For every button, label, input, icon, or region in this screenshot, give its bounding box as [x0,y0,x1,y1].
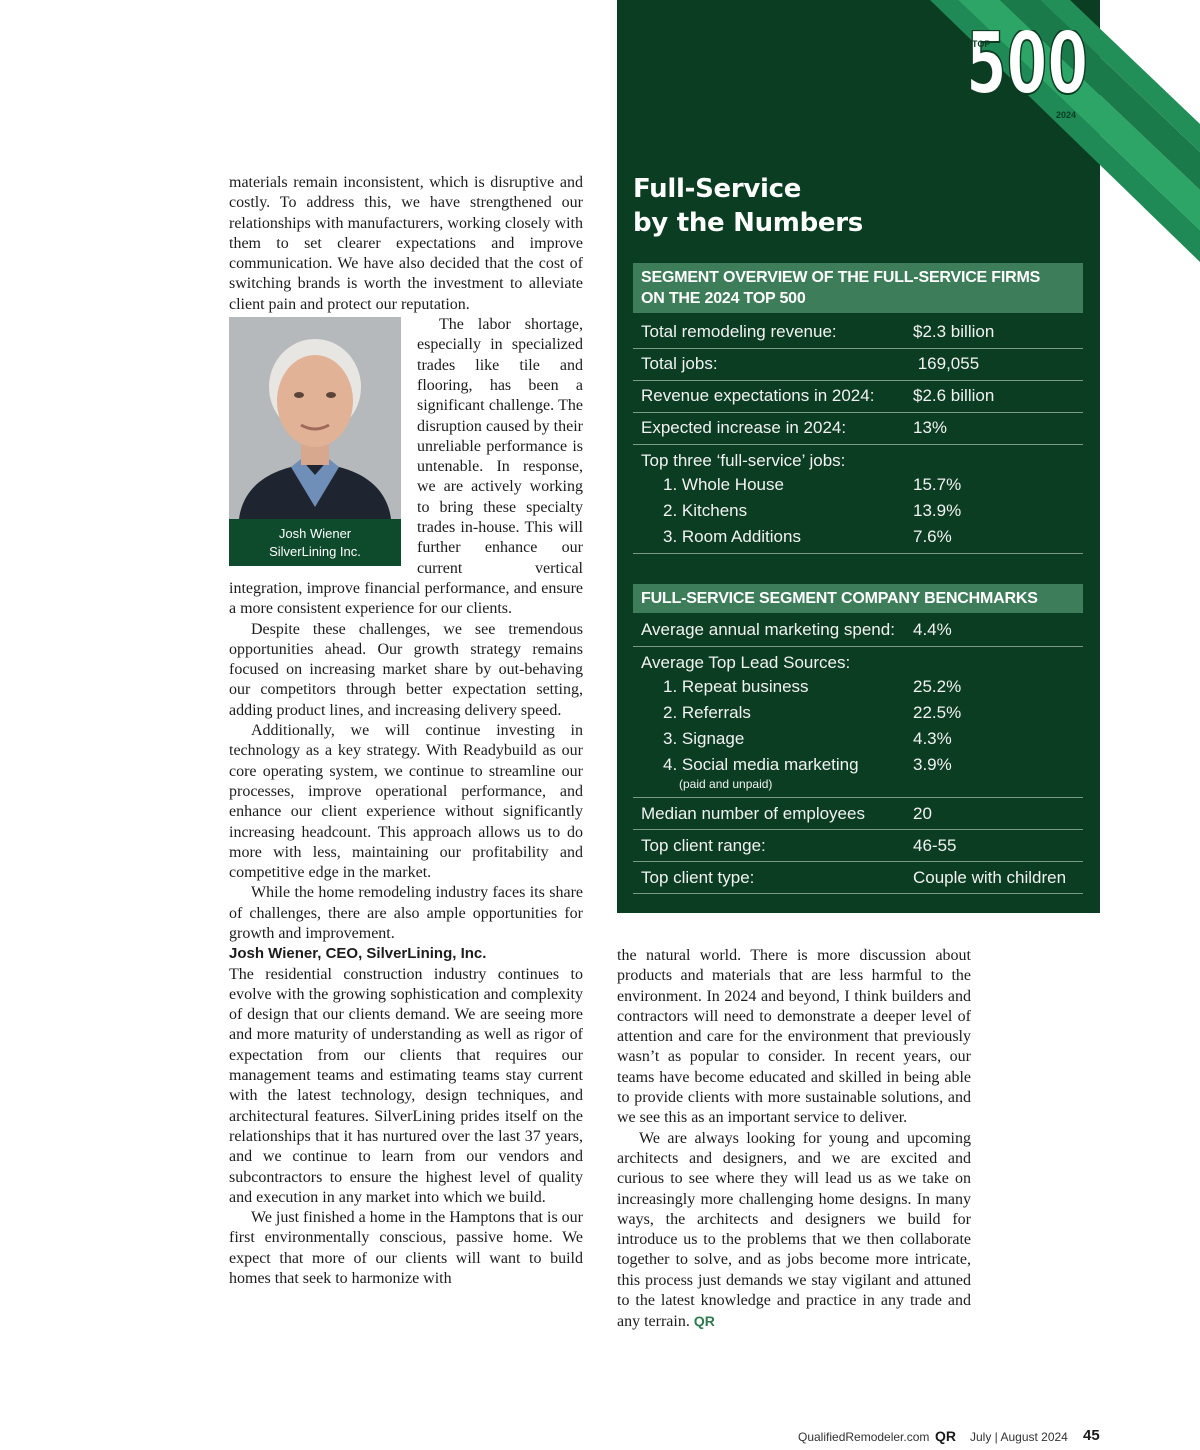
article-paragraph: Additionally, we will continue investing in technology as a key strategy. With Readybuild as our core operating system, we continue to streamline our processes, improve operational performance, and enhance our client experience without significantly increasing headcount. This approach allows us to do more with less, maintaining our profitability and competitive edge in the market. [229,722,583,882]
row-value: $2.3 billion [913,322,995,341]
table-row [633,381,1083,413]
table-row [633,798,1083,830]
section-heading-line2: ON THE 2024 TOP 500 [641,290,806,307]
table-row [633,523,1083,554]
table-row [633,725,1083,751]
table-row [633,471,1083,497]
footer-brand: QR [935,1428,956,1444]
table-row [633,862,1083,894]
row-label: 3. Signage [663,729,745,748]
article-paragraph: We just finished a home in the Hamptons that is our first environmentally conscious, passive home. We expect that more of our clients will want to build homes that seek to harmonize with [229,1209,583,1288]
benchmarks-table [633,615,1083,894]
top-500-logo [952,30,1102,130]
right-column [617,946,971,1333]
table-row [633,751,1083,798]
row-label: Average annual marketing spend: [641,620,895,639]
table-row [633,349,1083,381]
logo-number: 500 [966,30,1088,114]
portrait-figure [229,317,401,566]
row-label: Top client range: [641,836,766,855]
row-value: 15.7% [913,475,962,494]
table-row [633,647,1083,673]
table-row [633,317,1083,349]
article-paragraph: While the home remodeling industry faces its share of challenges, there are also ample opportunities for growth and improvement. [229,884,583,942]
row-label: Revenue expectations in 2024: [641,386,875,405]
row-label: 4. Social media marketing [663,755,859,774]
table-row [633,497,1083,523]
row-label: Top client type: [641,868,755,887]
article-paragraph: Despite these challenges, we see tremendous opportunities ahead. Our growth strategy remains focused on increasing market share by out-behaving our competitors through better expectation setting, adding product lines, and increasing delivery speed. [229,620,583,719]
table-row [633,673,1083,699]
row-value: 7.6% [913,527,952,546]
row-value: 4.3% [913,729,952,748]
table-row [633,830,1083,862]
page-number: 45 [1083,1427,1100,1444]
table-row [633,445,1083,471]
row-value: 46-55 [913,836,957,855]
article-paragraph: the natural world. There is more discussion about products and materials that are less harmful to the environment. In 2024 and beyond, I think builders and contractors will need to demonstrate a deeper level of attention and care for the environment that previously wasn’t as popular to consider. In recent years, our teams have become educated and skilled in being able to provide clients with more sustainable solutions, and we see this as an important service to deliver. [617,947,971,1127]
row-note: (paid and unpaid) [679,777,773,791]
row-value: 169,055 [913,354,980,373]
row-value: 22.5% [913,703,962,722]
row-value: 13.9% [913,501,962,520]
row-label: Top three ‘full-service’ jobs: [641,451,846,470]
panel-title-line2: by the Numbers [633,208,863,238]
bio-heading: Josh Wiener, CEO, SilverLining, Inc. [229,945,487,963]
row-label: 1. Repeat business [663,677,809,696]
overview-table [633,317,1083,554]
footer-issue: July | August 2024 [970,1430,1068,1444]
caption-name: Josh Wiener [278,526,352,542]
row-value: 13% [913,418,948,437]
panel-title [633,172,1053,240]
left-column [229,173,583,1289]
table-row [633,615,1083,647]
row-label: Average Top Lead Sources: [641,653,851,672]
section-benchmarks-heading [633,584,1083,613]
section-heading-line1: SEGMENT OVERVIEW OF THE FULL-SERVICE FIRMS [641,269,1041,286]
table-row [633,413,1083,445]
row-label: 2. Referrals [663,703,751,722]
logo-top-label: TOP [972,39,991,49]
caption-company: SilverLining Inc. [269,544,361,560]
row-label: 1. Whole House [663,475,784,494]
article-paragraph: The residential construction industry continues to evolve with the growing sophistication and complexity of design that our clients demand. We are seeing more and more maturity of understanding as well as rigor of expectation from our clients that requires our management teams and estimating teams stay current with the latest technology, design techniques, and architectural features. SilverLining prides itself on the relationships that it has nurtured over the last 37 years, and we continue to learn from our vendors and subcontractors to ensure the highest level of quality and execution in any market into which we build. [229,965,583,1206]
logo-year: 2024 [1056,110,1077,120]
article-paragraph [617,1129,971,1333]
row-label: 2. Kitchens [663,501,748,520]
row-value: 20 [913,804,932,823]
row-value: 4.4% [913,620,952,639]
panel-title-line1: Full-Service [633,174,802,204]
footer-site: QualifiedRemodeler.com [798,1430,930,1444]
row-label: 3. Room Additions [663,527,801,546]
row-value: 3.9% [913,755,952,774]
portrait-photo [229,317,401,519]
row-value: 25.2% [913,677,962,696]
table-row [633,699,1083,725]
photo-caption [229,519,401,566]
row-value: $2.6 billion [913,386,995,405]
end-mark: QR [693,1313,715,1330]
row-label: Expected increase in 2024: [641,418,847,437]
section-overview-heading [633,263,1083,313]
row-value: Couple with children [913,868,1067,887]
article-paragraph: materials remain inconsistent, which is disruptive and costly. To address this, we have strengthened our relationships with manufacturers, working closely with them to set clearer expectations and improve communication. We have also decided that the cost of switching brands is worth the investment to alleviate client pain and protect our reputation. [229,174,583,313]
article-paragraph: The labor shortage, especially in specialized trades like tile and flooring, has been a significant challenge. The disruption caused by their unreliable performance is untenable. In response, we are actively working to bring these specialty trades in-house. This will further enhance our current vertical integration, improve financial performance, and ensure a more consistent experience for our clients. [229,316,583,618]
paragraph-text: We are always looking for young and upcoming architects and designers, and we are excited and curious to see where they will lead us as we take on increasingly more challenging home designs. In many ways, the architects and designers we build for introduce us to the problems that we then collaborate together to solve, and as jobs become more intricate, this process just demands we stay vigilant and attuned to the latest knowledge and practice in any trade and any terrain. [617,1129,971,1331]
section-heading-text: FULL-SERVICE SEGMENT COMPANY BENCHMARKS [641,590,1038,607]
row-label: Total jobs: [641,354,718,373]
portrait-illustration [229,317,401,519]
row-label: Total remodeling revenue: [641,322,837,341]
row-label: Median number of employees [641,804,865,823]
